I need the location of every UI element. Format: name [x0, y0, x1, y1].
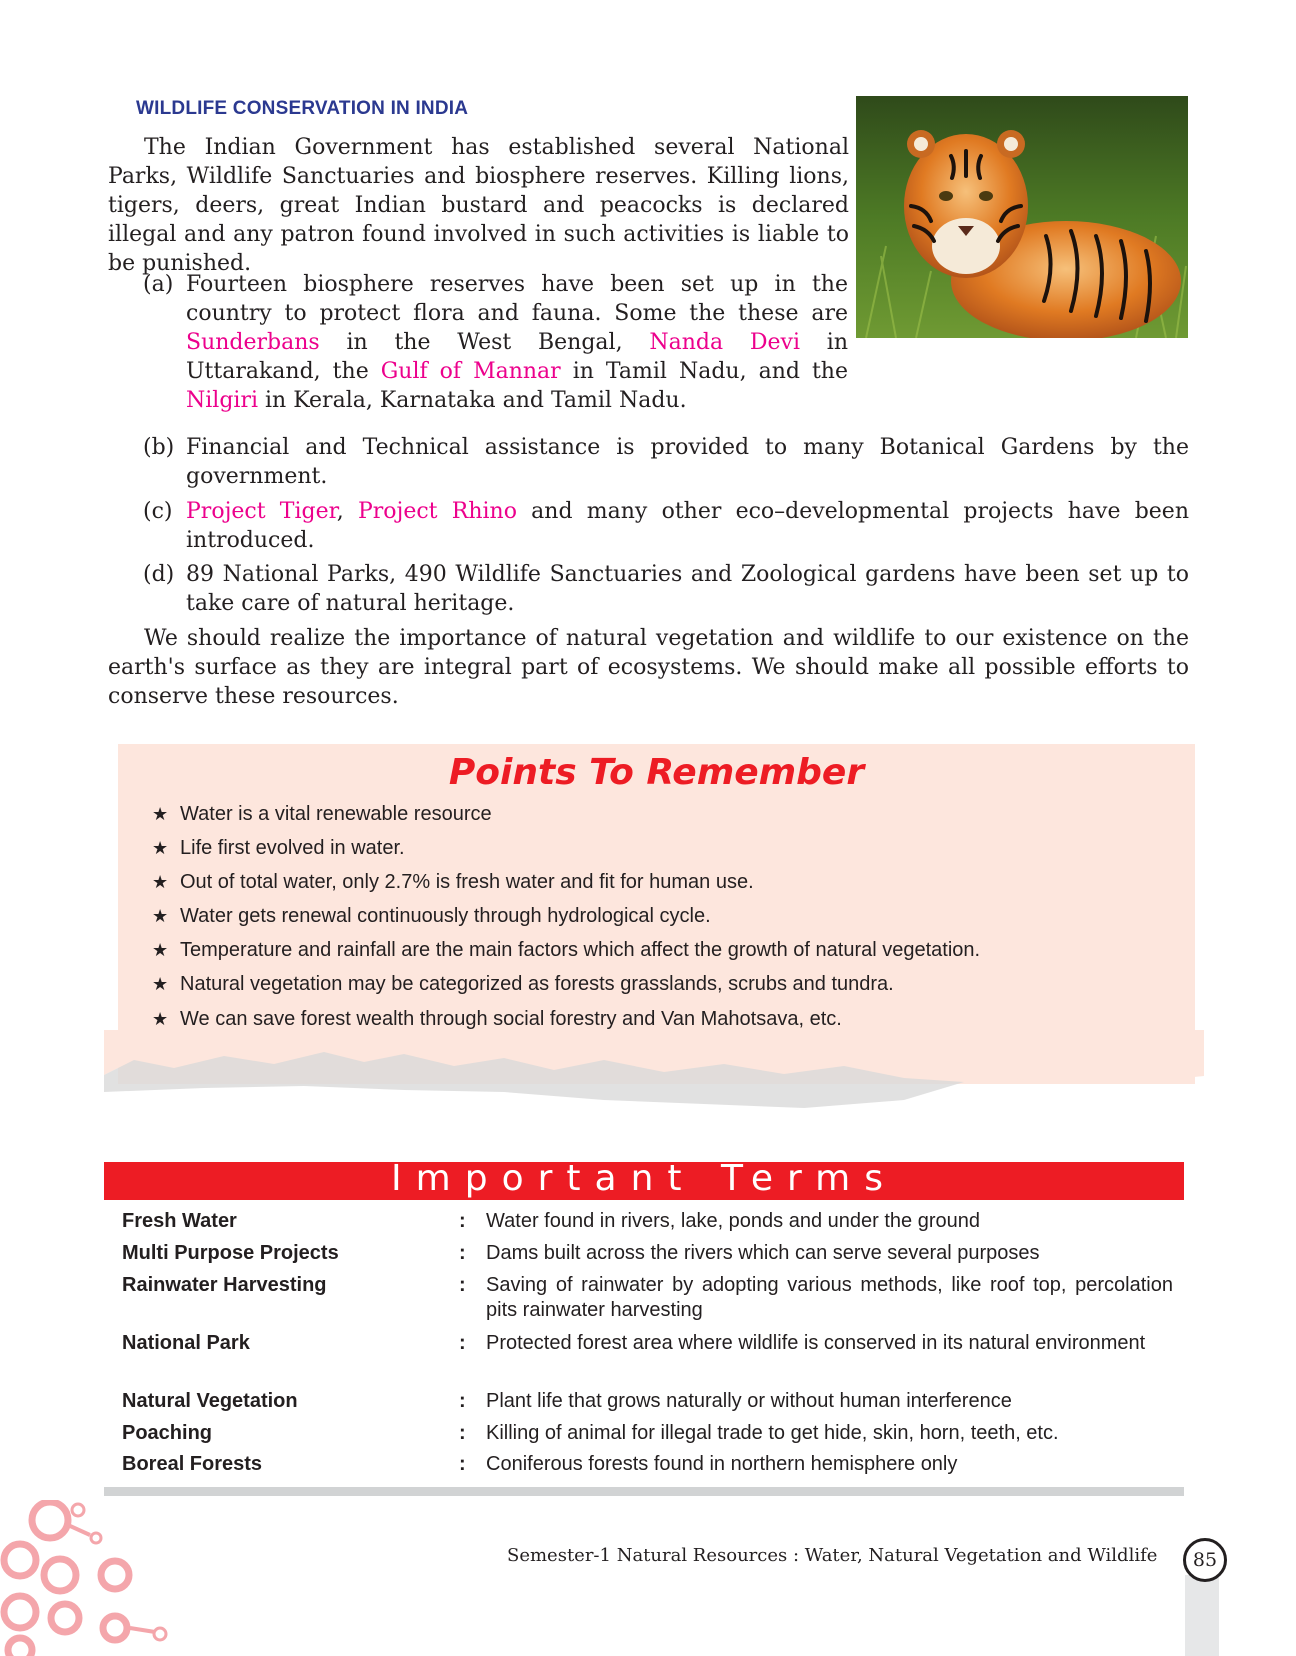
- star-icon: ★: [152, 974, 169, 994]
- term-label: Natural Vegetation: [122, 1390, 298, 1412]
- star-icon: ★: [152, 1009, 169, 1029]
- intro-paragraph: The Indian Government has established several National Parks, Wildlife Sanctuaries and biosphere reserves. Killing lions, tigers, deers, great Indian bustard and peacocks is declared illegal and any patron found involved in such activities is liable to be punished.: [108, 135, 849, 276]
- term-definition: Coniferous forests found in northern hemisphere only: [486, 1453, 958, 1475]
- highlight-nanda-devi: Nanda Devi: [649, 330, 800, 355]
- point-item: ★ Water is a vital renewable resource: [152, 803, 492, 825]
- list-item-c-text: Project Tiger, Project Rhino and many other eco–developmental projects have been introduced.: [186, 499, 1189, 553]
- point-item: ★ Natural vegetation may be categorized as forests grasslands, scrubs and tundra.: [152, 973, 894, 995]
- highlight-project-tiger: Project Tiger: [186, 499, 337, 524]
- point-item: ★ Out of total water, only 2.7% is fresh water and fit for human use.: [152, 871, 754, 893]
- list-label: (a): [143, 272, 174, 297]
- point-item: ★ Temperature and rainfall are the main factors which affect the growth of natural vegetation.: [152, 939, 981, 961]
- star-icon: ★: [152, 906, 169, 926]
- list-item-a: [143, 270, 1189, 415]
- term-colon: :: [459, 1210, 466, 1232]
- star-icon: ★: [152, 838, 169, 858]
- torn-paper-edge: [104, 1030, 1204, 1120]
- list-item-b: [143, 433, 1189, 491]
- list-item-d: [143, 560, 1189, 618]
- page-edge-tab: [1185, 1575, 1219, 1656]
- page-number: 85: [1183, 1538, 1227, 1582]
- term-definition: Water found in rivers, lake, ponds and under the ground: [486, 1210, 981, 1232]
- list-item-c: [143, 497, 1189, 555]
- term-label: Boreal Forests: [122, 1453, 263, 1475]
- point-item: ★ Water gets renewal continuously through hydrological cycle.: [152, 905, 711, 927]
- term-definition: Protected forest area where wildlife is conserved in its natural environment: [486, 1332, 1146, 1354]
- term-label: Rainwater Harvesting: [122, 1274, 327, 1296]
- term-definition: Saving of rainwater by adopting various methods, like roof top, percolation pits rainwater harvesting: [486, 1274, 1173, 1321]
- conclusion-paragraph: We should realize the importance of natural vegetation and wildlife to our existence on the earth's surface as they are integral part of ecosystems. We should make all possible efforts to conserve these resources.: [108, 626, 1189, 709]
- term-label: National Park: [122, 1332, 250, 1354]
- term-colon: :: [459, 1242, 466, 1264]
- star-icon: ★: [152, 940, 169, 960]
- terms-bottom-rule: [104, 1487, 1184, 1496]
- decorative-circles: [0, 1500, 180, 1656]
- list-label: (d): [143, 562, 175, 587]
- term-colon: :: [459, 1274, 466, 1296]
- list-item-a-text: Fourteen biosphere reserves have been set up in the country to protect flora and fauna. Some the these are Sunderbans in the West Bengal, Nanda Devi in Uttarakand, the Gulf of Mannar in Tamil Nadu, and the Nilgiri in Kerala, Karnataka and Tamil Nadu.: [186, 272, 848, 413]
- highlight-nilgiri: Nilgiri: [186, 388, 258, 413]
- star-icon: ★: [152, 804, 169, 824]
- list-item-b-text: Financial and Technical assistance is provided to many Botanical Gardens by the government.: [186, 435, 1189, 489]
- list-item-d-text: 89 National Parks, 490 Wildlife Sanctuaries and Zoological gardens have been set up to take care of natural heritage.: [186, 562, 1189, 616]
- points-to-remember-title: Points To Remember: [448, 752, 865, 793]
- term-label: Multi Purpose Projects: [122, 1242, 339, 1264]
- term-definition: Plant life that grows naturally or without human interference: [486, 1390, 1012, 1412]
- important-terms-title: Important Terms: [391, 1158, 897, 1199]
- list-label: (c): [143, 499, 173, 524]
- star-icon: ★: [152, 872, 169, 892]
- term-label: Poaching: [122, 1422, 213, 1444]
- highlight-gulf-of-mannar: Gulf of Mannar: [380, 359, 561, 384]
- highlight-project-rhino: Project Rhino: [357, 499, 517, 524]
- term-colon: :: [459, 1390, 466, 1412]
- term-colon: :: [459, 1453, 466, 1475]
- footer-text: Semester-1 Natural Resources : Water, Natural Vegetation and Wildlife: [507, 1545, 1158, 1566]
- term-colon: :: [459, 1422, 466, 1444]
- term-definition: Dams built across the rivers which can serve several purposes: [486, 1242, 1040, 1264]
- term-definition: Killing of animal for illegal trade to get hide, skin, horn, teeth, etc.: [486, 1422, 1059, 1444]
- list-label: (b): [143, 435, 175, 460]
- term-label: Fresh Water: [122, 1210, 237, 1232]
- point-item: ★ Life first evolved in water.: [152, 837, 405, 859]
- point-item: ★ We can save forest wealth through social forestry and Van Mahotsava, etc.: [152, 1008, 842, 1030]
- section-heading: WILDLIFE CONSERVATION IN INDIA: [136, 98, 469, 119]
- highlight-sunderbans: Sunderbans: [186, 330, 320, 355]
- term-colon: :: [459, 1332, 466, 1354]
